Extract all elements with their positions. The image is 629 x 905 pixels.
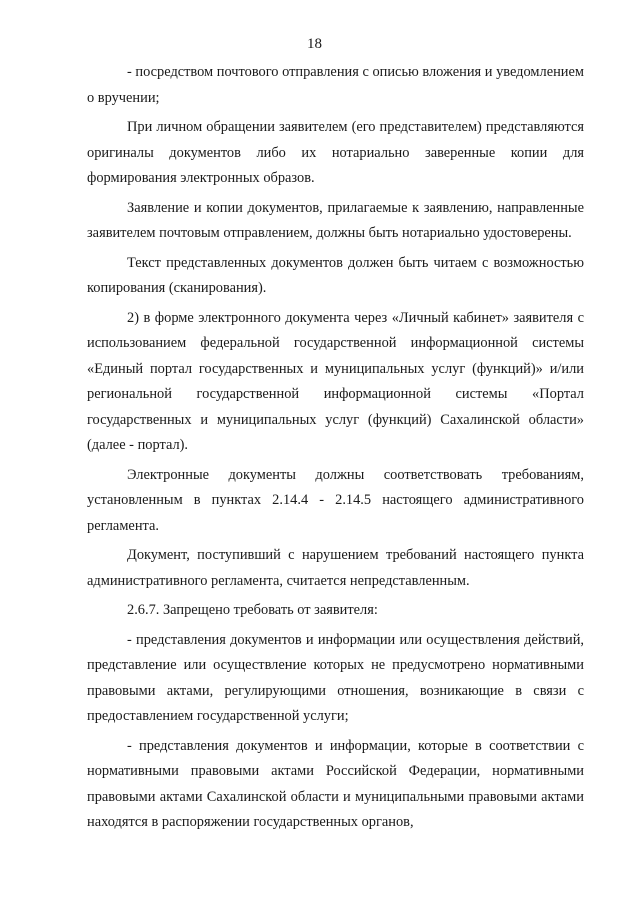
paragraph-personal-request: При личном обращении заявителем (его представителем) представляются оригиналы документов либо их нотариально заверенные копии для формирования электронных образов. [87,119,584,186]
paragraph-prohibited-item-1: - представления документов и информации или осуществления действий, представление или осуществление которых не предусмотрено нормативными правовыми актами, регулирующими отношения, возникающие в связи с предоставлением государственной услуги; [87,631,584,724]
document-body [87,60,584,840]
paragraph-notarized-copies: Заявление и копии документов, прилагаемые к заявлению, направленные заявителем почтовым отправлением, должны быть нотариально удостоверены. [87,199,584,241]
paragraph-unsubmitted-document: Документ, поступивший с нарушением требований настоящего пункта административного регламента, считается непредставленным. [87,547,584,589]
paragraph-electronic-requirements: Электронные документы должны соответствовать требованиям, установленным в пунктах 2.14.4 - 2.14.5 настоящего административного регламента. [87,466,584,534]
paragraph-postal-delivery: - посредством почтового отправления с описью вложения и уведомлением о вручении; [87,64,584,106]
page-number: 18 [307,36,322,52]
paragraph-prohibited-requirements: 2.6.7. Запрещено требовать от заявителя: [127,602,378,618]
paragraph-readable-text: Текст представленных документов должен быть читаем с возможностью копирования (сканирования). [87,254,584,296]
paragraph-electronic-form: 2) в форме электронного документа через «Личный кабинет» заявителя с использованием федеральной государственной информационной системы «Единый портал государственных и муниципальных услуг (функций)» и/или региональной государственной информационной системы «Портал государственных и муниципальных услуг (функций) Сахалинской области» (далее - портал). [87,309,584,453]
paragraph-prohibited-item-2: - представления документов и информации, которые в соответствии с нормативными правовыми актами Российской Федерации, нормативными правовыми актами Сахалинской области и муниципальными правовыми актами находятся в распоряжении государственных органов, [87,737,584,830]
